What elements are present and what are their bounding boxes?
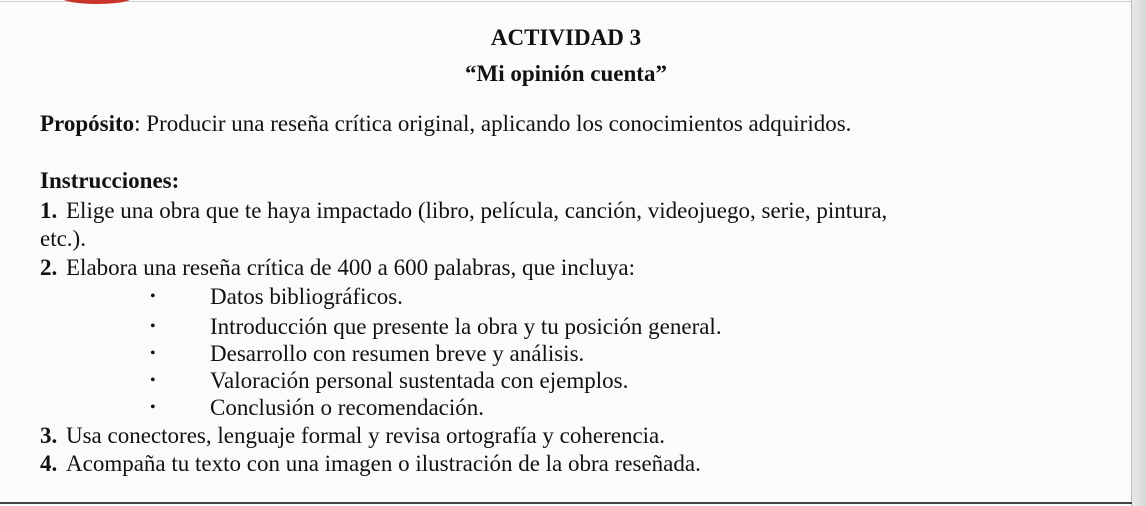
bottom-border	[0, 502, 1132, 504]
instruction-text: Elabora una reseña crítica de 400 a 600 palabras, que incluya:	[66, 255, 636, 280]
bullet-icon: •	[150, 318, 156, 335]
instruction-text: Elige una obra que te haya impactado (libro, película, canción, videojuego, serie, pintura,	[66, 198, 888, 223]
sub-item-4: Valoración personal sustentada con ejemplos.	[210, 368, 629, 393]
instruction-item-4	[40, 450, 701, 478]
purpose-label: Propósito	[40, 111, 135, 136]
red-mark-decoration	[62, 0, 132, 4]
purpose-text: : Producir una reseña crítica original, aplicando los conocimientos adquiridos.	[134, 111, 852, 136]
instruction-number: 1.	[40, 198, 58, 223]
instruction-item-1	[40, 197, 887, 225]
instruction-number: 2.	[40, 255, 58, 280]
bullet-icon: •	[150, 372, 156, 389]
instruction-item-1-continuation: etc.).	[40, 226, 86, 251]
bullet-icon: •	[150, 345, 156, 362]
bullet-icon: •	[150, 399, 156, 416]
instruction-item-2	[40, 254, 635, 282]
instructions-heading: Instrucciones:	[40, 168, 180, 193]
sub-item-1: Datos bibliográficos.	[210, 284, 403, 309]
bullet-icon: •	[150, 288, 156, 305]
activity-subtitle: “Mi opinión cuenta”	[465, 61, 667, 86]
sub-item-3: Desarrollo con resumen breve y análisis.	[210, 341, 585, 366]
activity-title: ACTIVIDAD 3	[490, 25, 642, 50]
instruction-number: 4.	[40, 451, 58, 476]
instruction-text: Acompaña tu texto con una imagen o ilustración de la obra reseñada.	[66, 451, 701, 476]
instruction-item-3	[40, 422, 665, 450]
sub-item-2: Introducción que presente la obra y tu posición general.	[210, 314, 722, 339]
instruction-text: Usa conectores, lenguaje formal y revisa ortografía y coherencia.	[66, 423, 665, 448]
purpose-line	[40, 110, 851, 138]
sub-item-5: Conclusión o recomendación.	[210, 395, 485, 420]
instruction-number: 3.	[40, 423, 58, 448]
top-border	[0, 1, 1146, 2]
right-edge-shadow	[1132, 0, 1146, 506]
